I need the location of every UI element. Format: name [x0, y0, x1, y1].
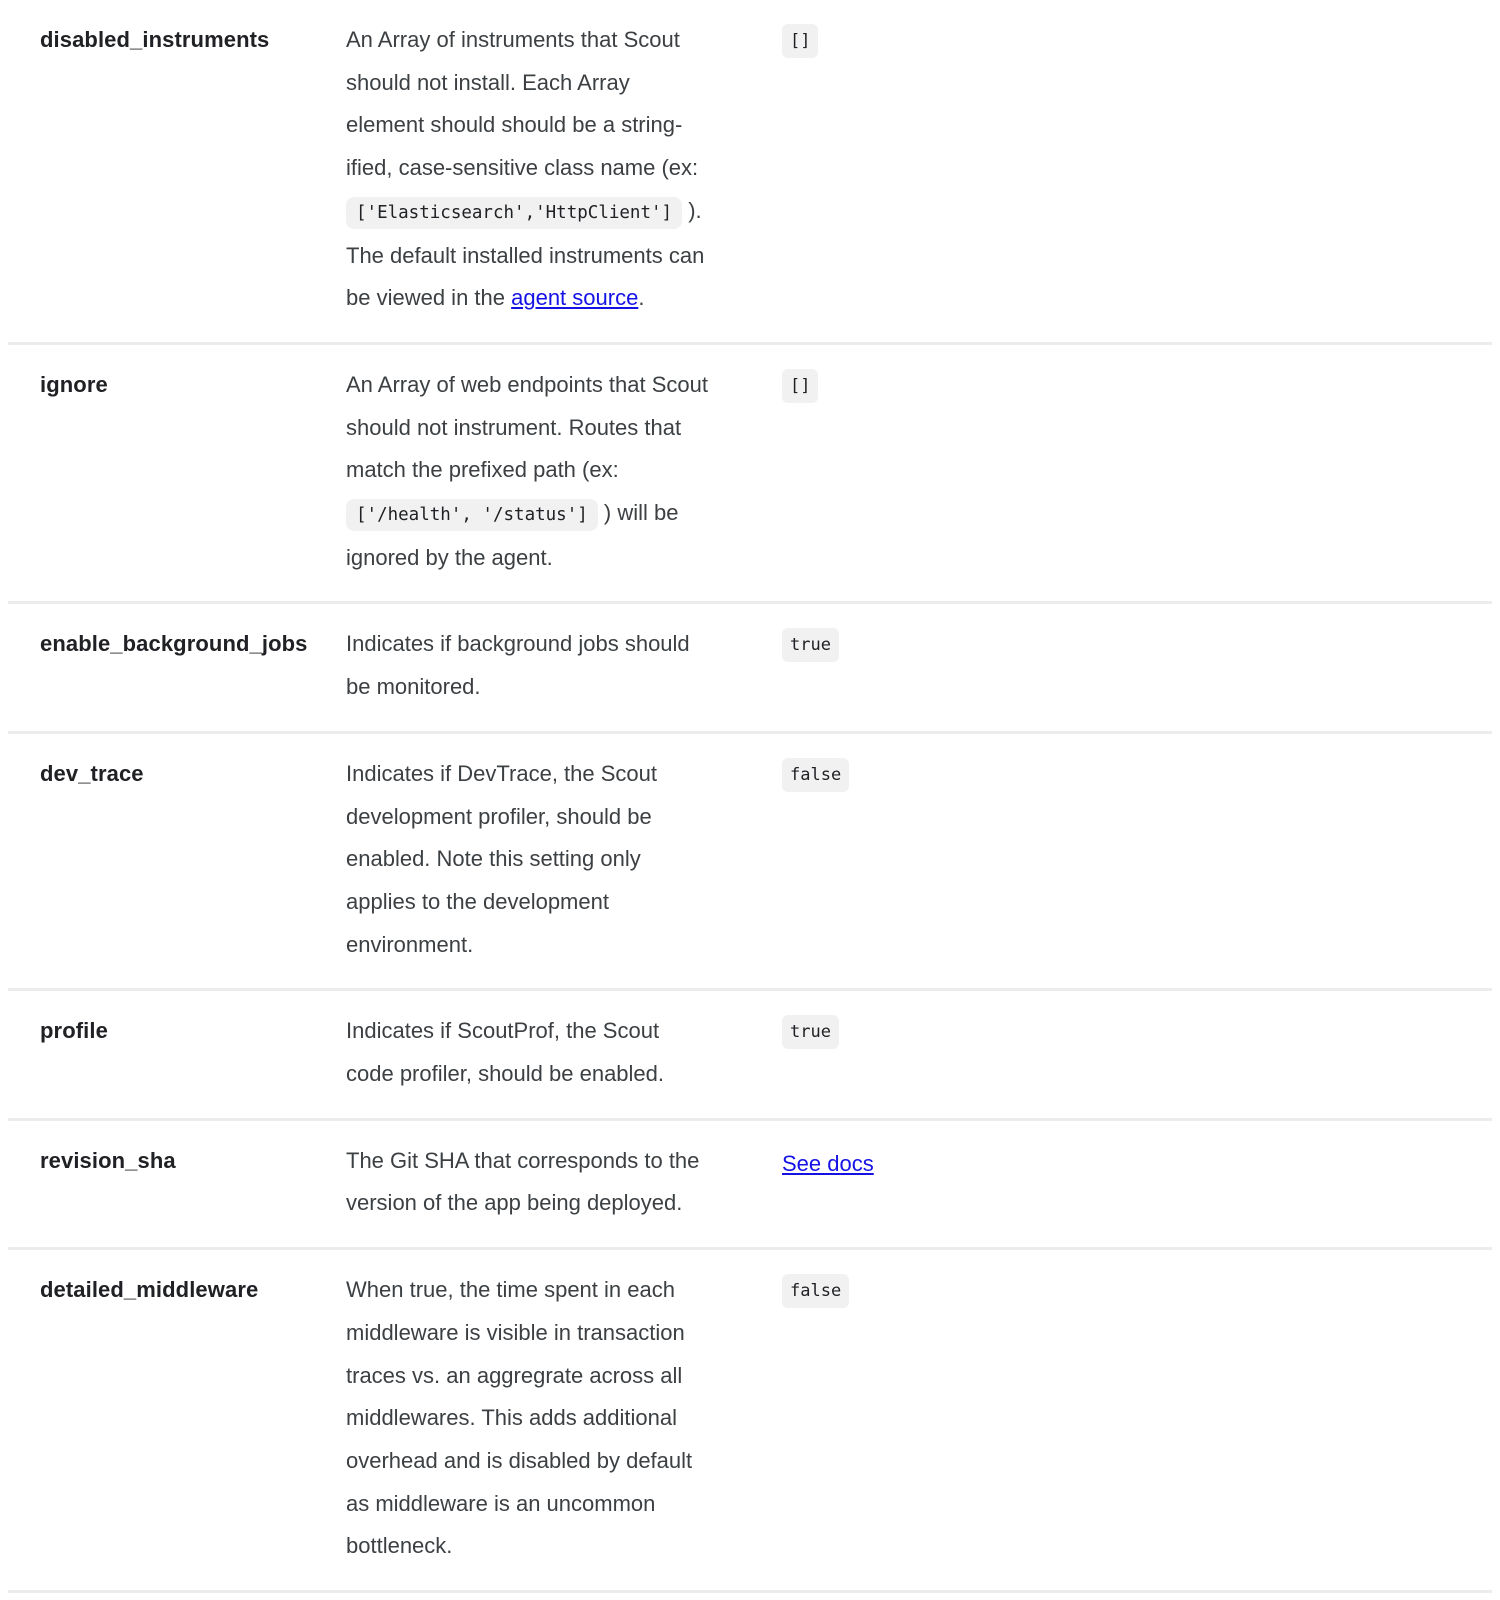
settings-table-row [8, 0, 1492, 345]
description-text: An Array of instruments that Scout should not install. Each Array element should should be a string-ified, case-sensitive class name (ex: [346, 27, 699, 181]
default-value-badge: [] [782, 24, 818, 58]
setting-name-label: ignore [40, 371, 108, 397]
description-text: Indicates if ScoutProf, the Scout code profiler, should be enabled. [346, 1018, 665, 1087]
setting-default-value [782, 1010, 839, 1056]
setting-default-value [782, 753, 849, 799]
settings-table-row [8, 734, 1492, 992]
setting-name-label: dev_trace [40, 760, 144, 786]
setting-description [346, 1269, 708, 1568]
default-value-badge: false [782, 1274, 849, 1308]
settings-table-row [8, 1250, 1492, 1593]
setting-description [346, 364, 708, 580]
description-text: . [638, 285, 645, 311]
description-text: Indicates if background jobs should be monitored. [346, 631, 690, 700]
inline-code: ['Elasticsearch','HttpClient'] [346, 197, 682, 229]
setting-name-label: revision_sha [40, 1147, 176, 1173]
default-value-badge: true [782, 628, 839, 662]
setting-description [346, 1140, 708, 1225]
setting-name-label: profile [40, 1018, 108, 1044]
setting-default-value [782, 364, 818, 410]
settings-table-row [8, 1121, 1492, 1250]
setting-description [346, 753, 708, 967]
setting-name-label: detailed_middleware [40, 1277, 259, 1303]
setting-name-label: enable_background_jobs [40, 631, 308, 657]
description-text: When true, the time spent in each middleware is visible in transaction traces vs. an aggregrate across all middlewares. This adds additional overhead and is disabled by default as middleware is an uncommon bottleneck. [346, 1277, 693, 1559]
setting-default-value [782, 19, 818, 65]
setting-default-value [782, 623, 839, 669]
description-text: The Git SHA that corresponds to the version of the app being deployed. [346, 1147, 700, 1216]
setting-description [346, 623, 708, 708]
settings-table-row [8, 991, 1492, 1120]
settings-table-row [8, 345, 1492, 605]
setting-description [346, 19, 708, 320]
description-text: An Array of web endpoints that Scout should not instrument. Routes that match the prefixed path (ex: [346, 371, 709, 483]
see-docs-link[interactable]: See docs [782, 1150, 874, 1176]
inline-code: ['/health', '/status'] [346, 499, 598, 531]
default-value-badge: false [782, 758, 849, 792]
setting-default-value [782, 1140, 874, 1186]
default-value-badge: true [782, 1015, 839, 1049]
setting-default-value [782, 1269, 849, 1315]
description-text: ) will be ignored by the agent. [346, 500, 679, 570]
agent-source-link[interactable]: agent source [511, 285, 639, 311]
setting-name-label: disabled_instruments [40, 27, 270, 52]
settings-rows [8, 0, 1492, 1593]
settings-table-row [8, 604, 1492, 733]
settings-reference-table [8, 0, 1492, 1593]
description-text: Indicates if DevTrace, the Scout development profiler, should be enabled. Note this setting only applies to the development environment. [346, 760, 657, 957]
default-value-badge: [] [782, 369, 818, 403]
description-text: ). The default installed instruments can be viewed in the [346, 197, 705, 311]
setting-description [346, 1010, 708, 1095]
